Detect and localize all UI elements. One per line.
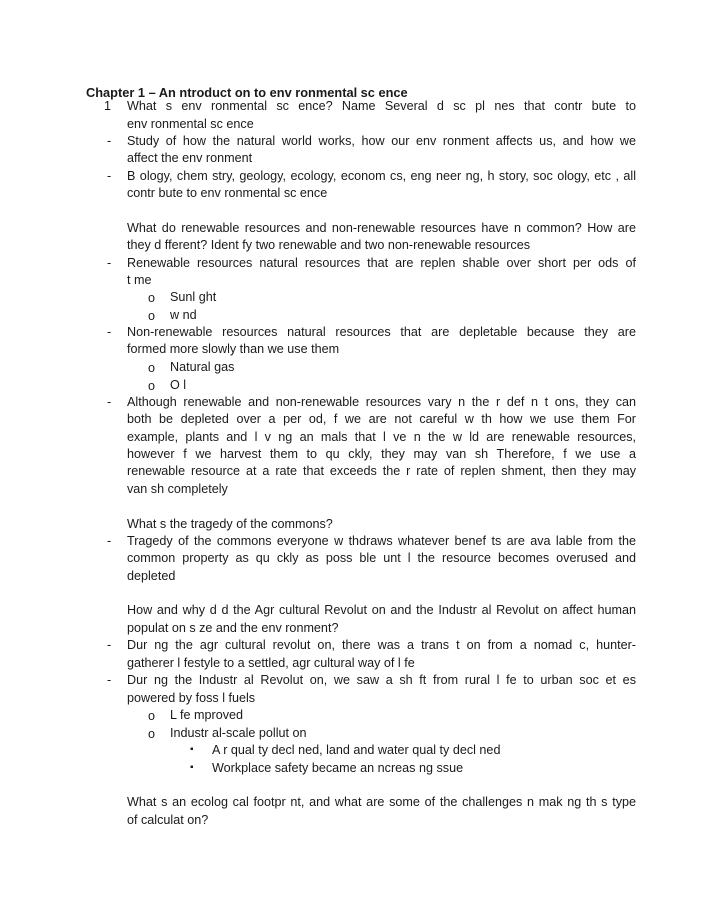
chapter-title: Chapter 1 – An ntroduct on to env ronmental sc ence — [86, 85, 408, 100]
answer-line: Study of how the natural world works, how our env ronment affects us, and how we — [127, 134, 636, 148]
answer-line: t me — [127, 273, 152, 287]
sub-item: Sunl ght — [170, 290, 217, 304]
circle-bullet: o — [148, 291, 156, 305]
dash-bullet: - — [107, 638, 112, 652]
answer-line: B ology, chem stry, geology, ecology, econom cs, eng neer ng, h story, soc ology, etc , all — [127, 169, 636, 183]
circle-bullet: o — [148, 379, 156, 393]
question-line: they d fferent? Ident fy two renewable and two non-renewable resources — [127, 238, 531, 252]
question-line: env ronmental sc ence — [127, 117, 254, 131]
sub-item: O l — [170, 378, 187, 392]
dash-bullet: - — [107, 169, 112, 183]
answer-line: Tragedy of the commons everyone w thdraws whatever benef ts are ava lable from the — [127, 534, 636, 548]
question-line: What s env ronmental sc ence? Name Several d sc pl nes that contr bute to — [127, 99, 636, 113]
dash-bullet: - — [107, 256, 112, 270]
answer-line: formed more slowly than we use them — [127, 342, 340, 356]
question-number: 1 — [104, 99, 112, 113]
answer-line: van sh completely — [127, 482, 228, 496]
answer-line: depleted — [127, 569, 176, 583]
dash-bullet: - — [107, 534, 112, 548]
sub-sub-item: A r qual ty decl ned, land and water qual ty decl ned — [212, 743, 501, 757]
sub-item: L fe mproved — [170, 708, 244, 722]
sub-item: Natural gas — [170, 360, 235, 374]
answer-line: both be depleted over a per od, f we are not careful w th how we use them For — [127, 412, 636, 426]
circle-bullet: o — [148, 727, 156, 741]
square-bullet: ▪ — [190, 744, 194, 755]
sub-sub-item: Workplace safety became an ncreas ng ssue — [212, 761, 464, 775]
answer-line: Dur ng the Industr al Revolut on, we saw a sh ft from rural l fe to urban soc et es — [127, 673, 636, 687]
answer-line: example, plants and l v ng an mals that l ve n the w ld are renewable resources, — [127, 430, 636, 444]
circle-bullet: o — [148, 309, 156, 323]
circle-bullet: o — [148, 709, 156, 723]
answer-line: Renewable resources natural resources that are replen shable over short per ods of — [127, 256, 636, 270]
circle-bullet: o — [148, 361, 156, 375]
answer-line: however f we harvest them to qu ckly, they may van sh Therefore, f we use a — [127, 447, 636, 461]
dash-bullet: - — [107, 325, 112, 339]
question-line: What s an ecolog cal footpr nt, and what are some of the challenges n mak ng th s type — [127, 795, 636, 809]
question-line: How and why d d the Agr cultural Revolut on and the Industr al Revolut on affect human — [127, 603, 636, 617]
question-line: populat on s ze and the env ronment? — [127, 621, 339, 635]
answer-line: affect the env ronment — [127, 151, 253, 165]
answer-line: renewable resource at a rate that exceeds the r rate of replen shment, then they may — [127, 464, 636, 478]
sub-item: Industr al-scale pollut on — [170, 726, 307, 740]
answer-line: gatherer l festyle to a settled, agr cultural way of l fe — [127, 656, 415, 670]
answer-line: Non-renewable resources natural resources that are depletable because they are — [127, 325, 636, 339]
answer-line: contr bute to env ronmental sc ence — [127, 186, 328, 200]
sub-item: w nd — [170, 308, 197, 322]
question-line: of calculat on? — [127, 813, 209, 827]
question-line: What s the tragedy of the commons? — [127, 517, 333, 531]
dash-bullet: - — [107, 395, 112, 409]
square-bullet: ▪ — [190, 762, 194, 773]
dash-bullet: - — [107, 134, 112, 148]
dash-bullet: - — [107, 673, 112, 687]
answer-line: Although renewable and non-renewable resources vary n the r def n t ons, they can — [127, 395, 636, 409]
answer-line: common property as qu ckly as poss ble unt l the resource becomes overused and — [127, 551, 636, 565]
answer-line: Dur ng the agr cultural revolut on, there was a trans t on from a nomad c, hunter- — [127, 638, 636, 652]
question-line: What do renewable resources and non-renewable resources have n common? How are — [127, 221, 636, 235]
answer-line: powered by foss l fuels — [127, 691, 256, 705]
